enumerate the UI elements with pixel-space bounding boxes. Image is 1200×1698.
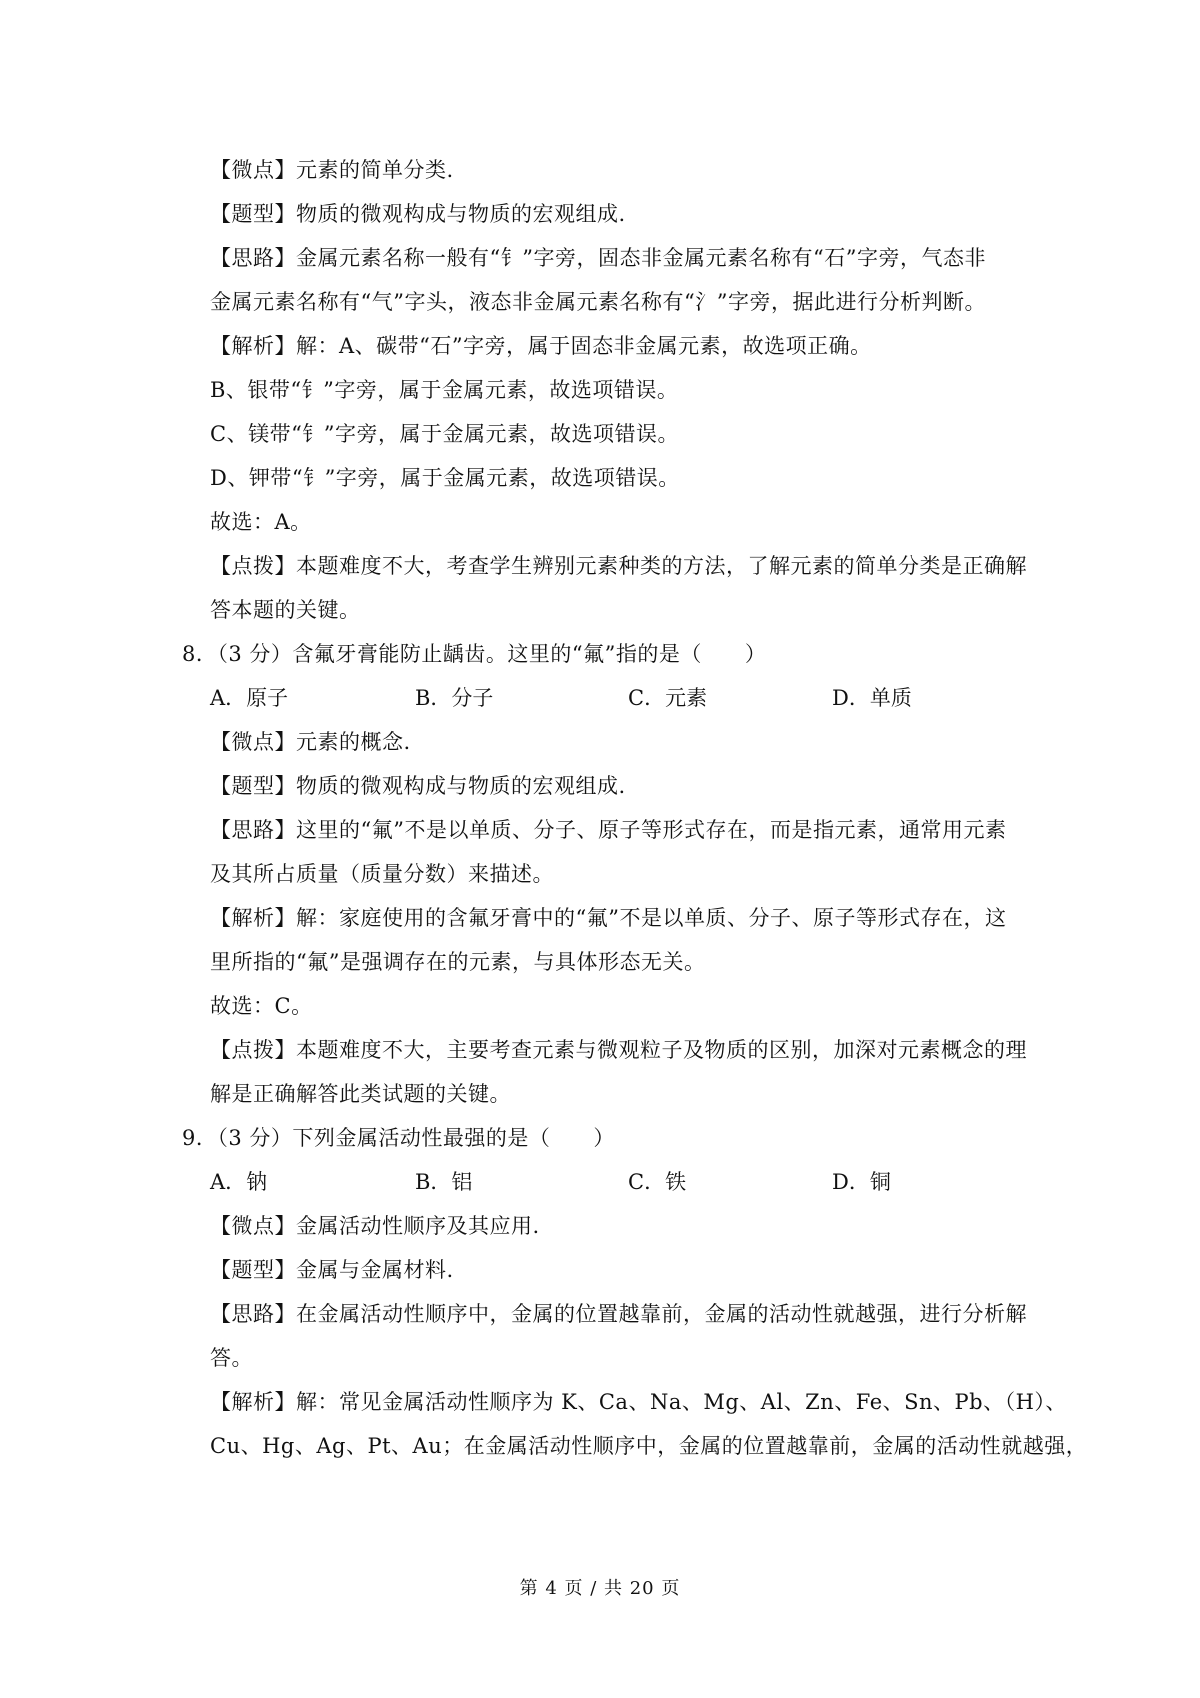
q9-point: 【微点】金属活动性顺序及其应用.	[210, 1214, 540, 1238]
q9-approach-line1: 【思路】在金属活动性顺序中，金属的位置越靠前，金属的活动性就越强，进行分析解	[210, 1302, 1027, 1326]
q7-comment-line1: 【点拨】本题难度不大，考查学生辨别元素种类的方法，了解元素的简单分类是正确解	[210, 554, 1027, 578]
q7-analysis-line1: 【解析】解：A、碳带“石”字旁，属于固态非金属元素，故选项正确。	[210, 334, 872, 358]
q9-analysis-line2: Cu、Hg、Ag、Pt、Au；在金属活动性顺序中，金属的位置越靠前，金属的活动性就越强，	[210, 1434, 1088, 1458]
q8-option-a: A．原子	[210, 686, 289, 710]
q7-type: 【题型】物质的微观构成与物质的宏观组成.	[210, 202, 626, 226]
q7-analysis-b: B、银带“钅”字旁，属于金属元素，故选项错误。	[210, 378, 679, 402]
q8-analysis-line2: 里所指的“氟”是强调存在的元素，与具体形态无关。	[210, 950, 706, 974]
q8-answer: 故选：C。	[210, 994, 313, 1018]
q9-type: 【题型】金属与金属材料.	[210, 1258, 454, 1282]
q9-option-b: B．铝	[415, 1170, 473, 1194]
q7-comment-line2: 答本题的关键。	[210, 598, 361, 622]
q7-approach-line2: 金属元素名称有“气”字头，液态非金属元素名称有“氵”字旁，据此进行分析判断。	[210, 290, 986, 314]
q8-comment-line1: 【点拨】本题难度不大，主要考查元素与微观粒子及物质的区别，加深对元素概念的理	[210, 1038, 1027, 1062]
q8-point: 【微点】元素的概念.	[210, 730, 411, 754]
q8-comment-line2: 解是正确解答此类试题的关键。	[210, 1082, 511, 1106]
q9-option-c: C．铁	[628, 1170, 687, 1194]
q7-analysis-d: D、钾带“钅”字旁，属于金属元素，故选项错误。	[210, 466, 680, 490]
q9-analysis-line1: 【解析】解：常见金属活动性顺序为 K、Ca、Na、Mg、Al、Zn、Fe、Sn、Pb、（H）、	[210, 1390, 1067, 1414]
q8-option-d: D．单质	[832, 686, 912, 710]
q7-answer: 故选：A。	[210, 510, 312, 534]
q8-stem: 8．（3 分）含氟牙膏能防止龋齿。这里的“氟”指的是（ ）	[182, 642, 767, 666]
q8-type: 【题型】物质的微观构成与物质的宏观组成.	[210, 774, 626, 798]
q8-approach-line2: 及其所占质量（质量分数）来描述。	[210, 862, 554, 886]
q8-approach-line1: 【思路】这里的“氟”不是以单质、分子、原子等形式存在，而是指元素，通常用元素	[210, 818, 1007, 842]
q7-point: 【微点】元素的简单分类.	[210, 158, 454, 182]
q7-approach-line1: 【思路】金属元素名称一般有“钅”字旁，固态非金属元素名称有“石”字旁，气态非	[210, 246, 986, 270]
q8-option-b: B．分子	[415, 686, 494, 710]
q9-stem: 9．（3 分）下列金属活动性最强的是（ ）	[182, 1126, 615, 1150]
q9-option-d: D．铜	[832, 1170, 891, 1194]
q8-option-c: C．元素	[628, 686, 708, 710]
q9-approach-line2: 答。	[210, 1346, 253, 1370]
page-footer: 第 4 页 / 共 20 页	[519, 1578, 681, 1599]
q8-analysis-line1: 【解析】解：家庭使用的含氟牙膏中的“氟”不是以单质、分子、原子等形式存在，这	[210, 906, 1007, 930]
q9-option-a: A．钠	[210, 1170, 268, 1194]
q7-analysis-c: C、镁带“钅”字旁，属于金属元素，故选项错误。	[210, 422, 680, 446]
